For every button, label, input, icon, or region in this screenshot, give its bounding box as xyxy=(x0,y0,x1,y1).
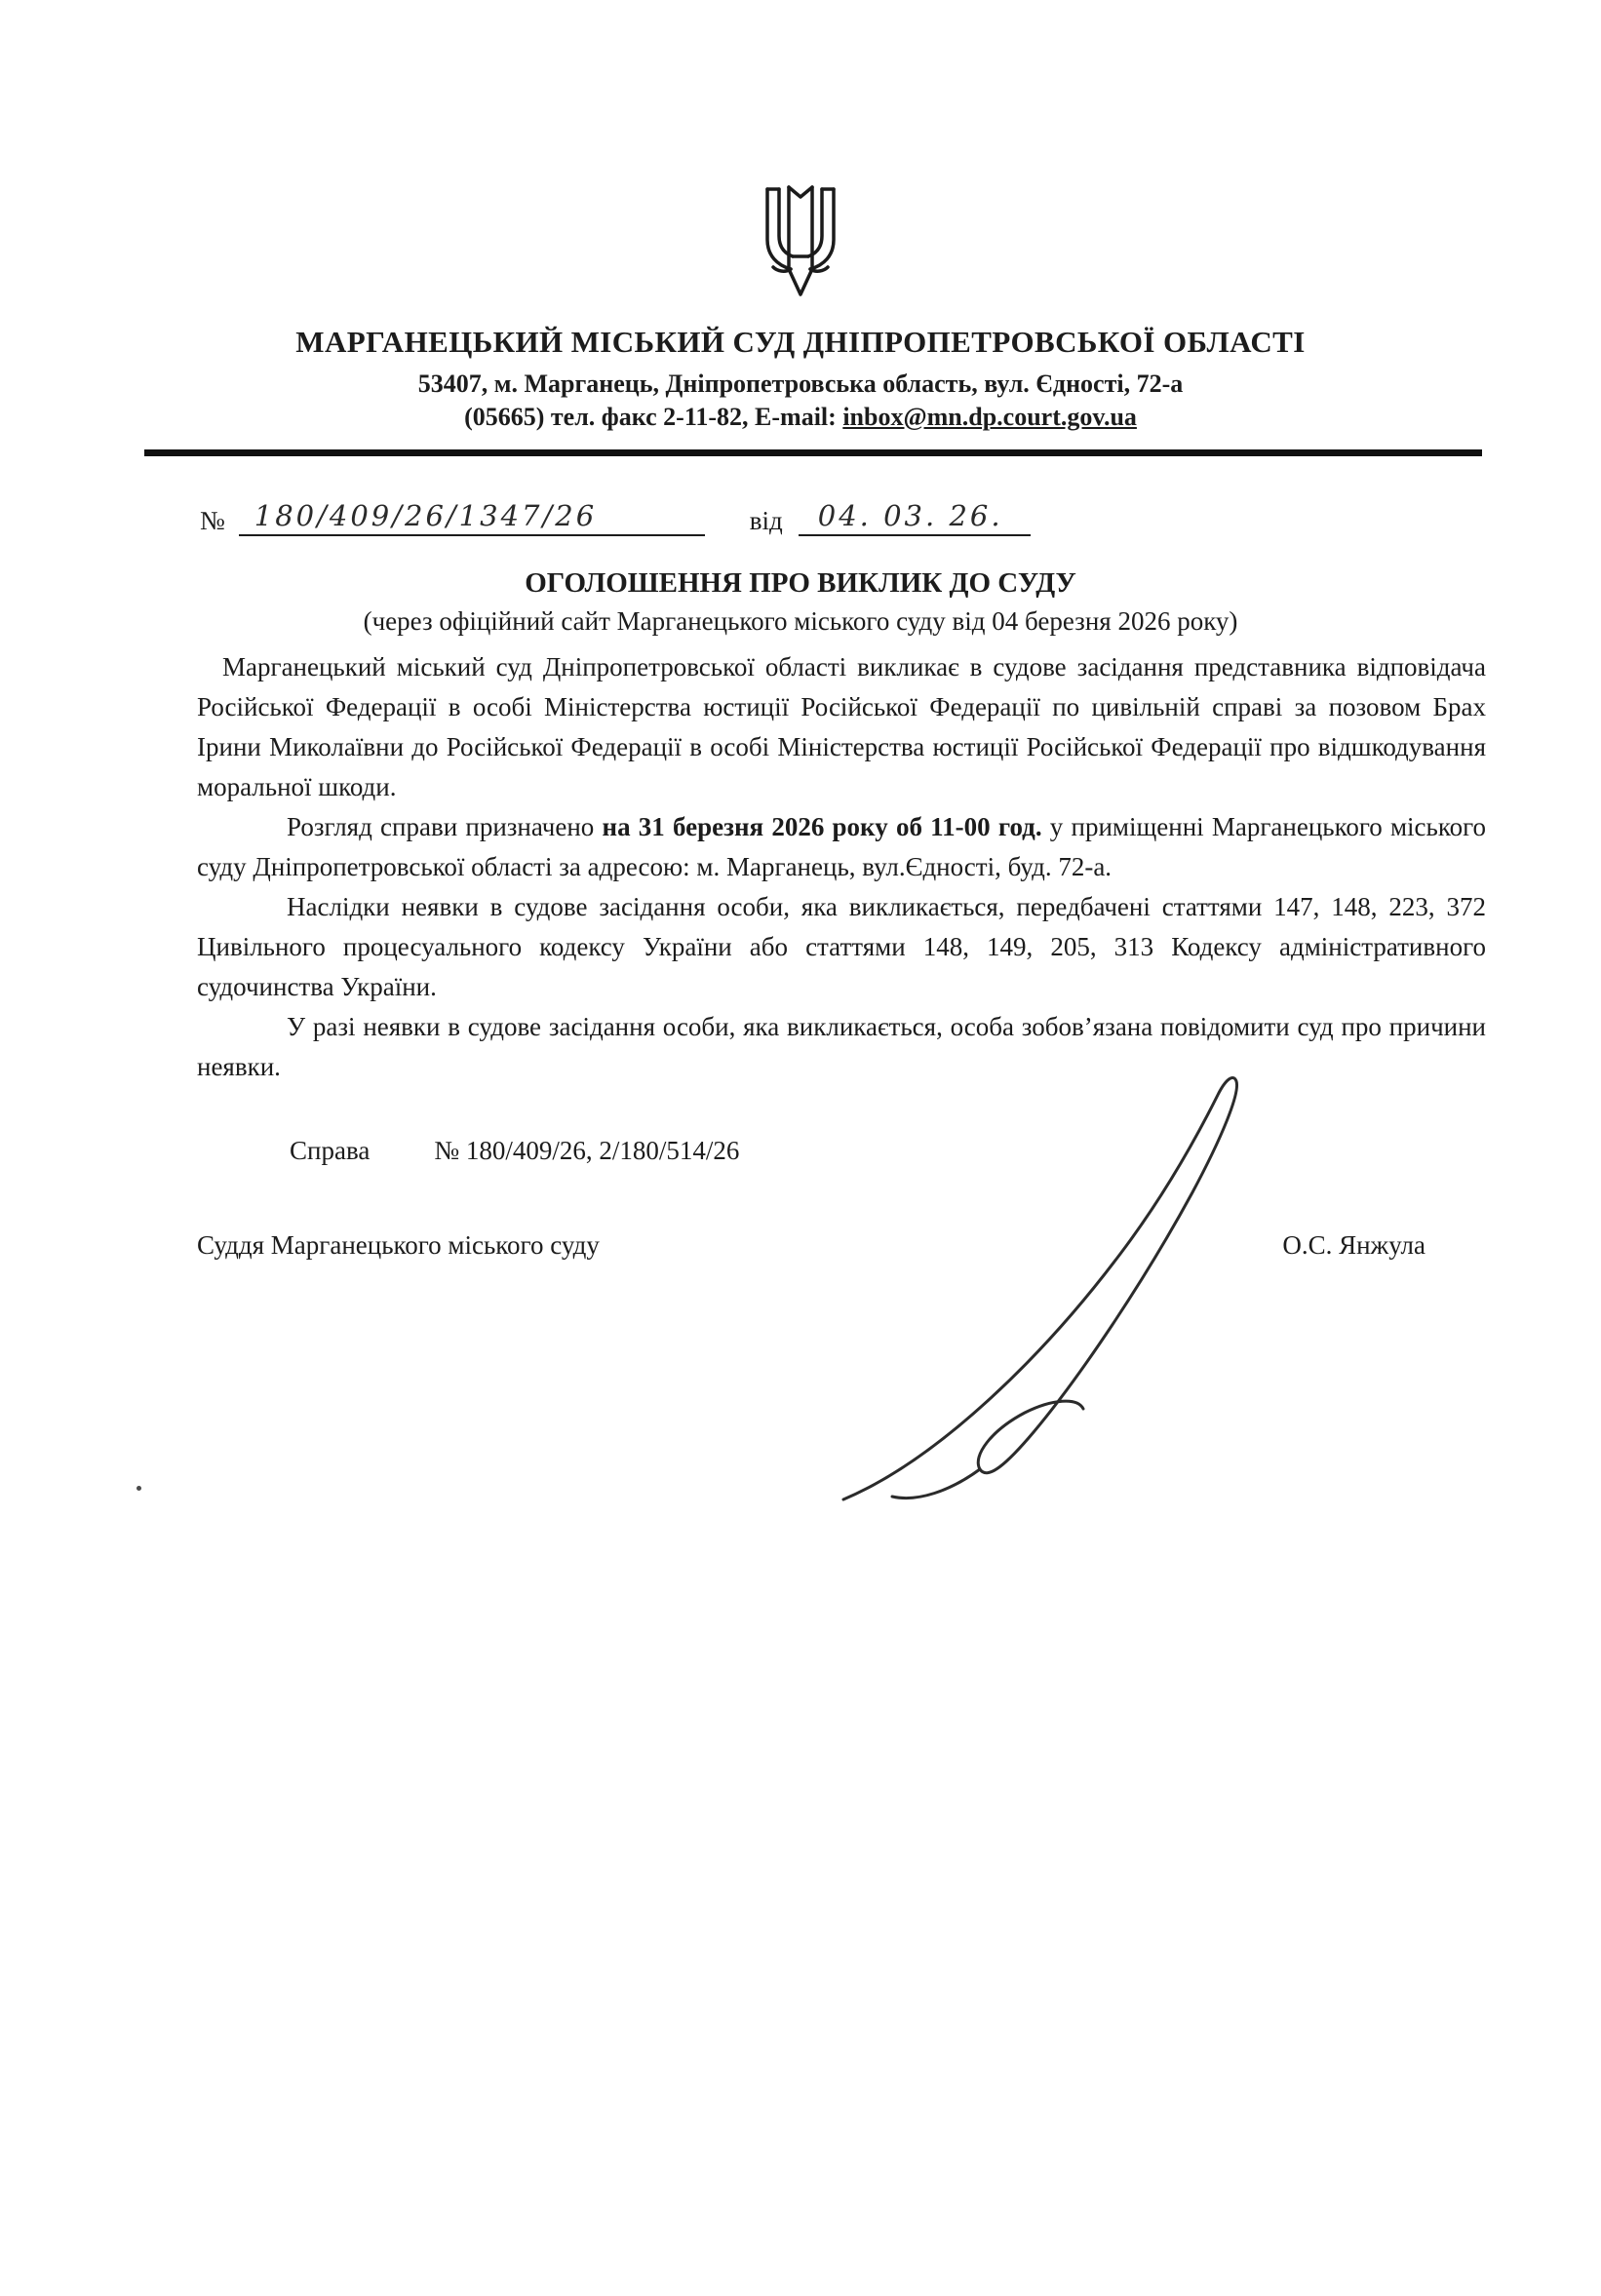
court-contact-prefix: (05665) тел. факс 2-11-82, E-mail: xyxy=(464,403,843,431)
judge-label: Суддя Марганецького міського суду xyxy=(197,1230,600,1260)
document-subtitle: (через офіційний сайт Марганецького міського суду від 04 березня 2026 року) xyxy=(363,606,1238,636)
case-line xyxy=(290,1136,1601,1166)
case-number-handwritten: 180/409/26/1347/26 xyxy=(239,499,705,536)
header-divider xyxy=(144,449,1482,456)
judge-name: О.С. Янжула xyxy=(1282,1230,1425,1260)
court-contact xyxy=(0,403,1601,432)
paragraph-obligation: У разі неявки в судове засідання особи, яка викликається, особа зобов’язана повідомити суд про причини неявки. xyxy=(197,1012,1486,1081)
hearing-text-after: у приміщенні Марганецького міського суду Дніпропетровської області за адресою: м. Марганець, вул.Єдності, буд. 72-а. xyxy=(197,812,1486,881)
ukraine-trident-icon xyxy=(754,181,847,309)
paragraph-consequences: Наслідки неявки в судове засідання особи, яка викликається, передбачені статтями 147, 148, 223, 372 Цивільного процесуального кодексу України або статтями 148, 149, 205, 313 Кодексу адміністративного судочинства України. xyxy=(197,892,1486,1001)
case-number: № 180/409/26, 2/180/514/26 xyxy=(434,1136,740,1165)
paragraph-summons: Марганецький міський суд Дніпропетровської області викликає в судове засідання представника відповідача Російської Федерації в особі Міністерства юстиції Російської Федерації по цивільній справі за позовом Брах Ірини Миколаївни до Російської Федерації в особі Міністерства юстиції Російської Федерації про відшкодування моральної шкоди. xyxy=(197,652,1486,801)
hearing-text-before: Розгляд справи призначено xyxy=(287,812,603,841)
judge-line xyxy=(197,1230,1425,1261)
paragraph-hearing-date xyxy=(197,807,1486,887)
scan-speck xyxy=(137,1486,141,1491)
hearing-date-bold: на 31 березня 2026 року об 11-00 год. xyxy=(602,812,1042,841)
header-emblem-wrap xyxy=(0,0,1601,309)
ref-date-label: від xyxy=(749,506,783,535)
case-label: Справа xyxy=(290,1136,371,1165)
document-title: ОГОЛОШЕННЯ ПРО ВИКЛИК ДО СУДУ xyxy=(525,567,1076,599)
court-name: МАРГАНЕЦЬКИЙ МІСЬКИЙ СУД ДНІПРОПЕТРОВСЬКОЇ ОБЛАСТІ xyxy=(295,325,1306,359)
date-handwritten: 04. 03. 26. xyxy=(799,499,1031,536)
court-address: 53407, м. Марганець, Дніпропетровська область, вул. Єдності, 72-а xyxy=(417,370,1184,398)
court-email: inbox@mn.dp.court.gov.ua xyxy=(842,403,1137,431)
reference-line xyxy=(200,499,1601,536)
signature-icon xyxy=(834,1056,1253,1514)
ref-number-label: № xyxy=(200,506,225,535)
